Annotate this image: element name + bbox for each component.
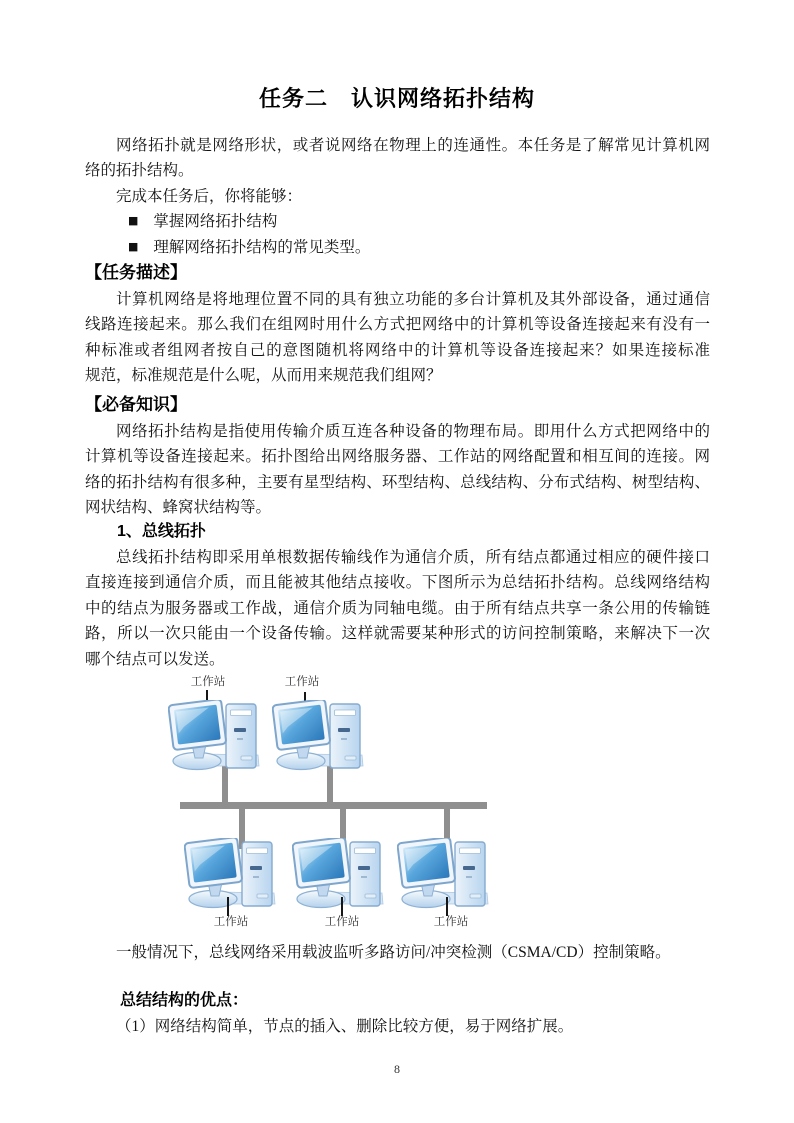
knowledge-line: 网络拓扑结构是指使用传输介质互连各种设备的物理布局。即用什么方式把网络中的 bbox=[116, 423, 710, 440]
node-label: 工作站 bbox=[433, 916, 469, 928]
bus-line: 路，所以一次只能由一个设备传输。这样就需要某种形式的访问控制策略，来解决下一次 bbox=[85, 625, 710, 642]
node-label: 工作站 bbox=[190, 676, 226, 688]
intro-line: 络的拓扑结构。 bbox=[85, 162, 194, 179]
list-item-text: 掌握网络拓扑结构 bbox=[153, 213, 278, 230]
task-line: 种标准或者组网者按自己的意图随机将网络中的计算机等设备连接起来？如果连接标准 bbox=[85, 342, 710, 359]
bus-backbone-line bbox=[180, 802, 487, 809]
csma-line: 一般情况下，总线网络采用载波监听多路访问/冲突检测（CSMA/CD）控制策略。 bbox=[116, 944, 671, 961]
subsection-heading-bus: 1、总线拓扑 bbox=[117, 523, 206, 540]
section-heading-knowledge: 【必备知识】 bbox=[85, 395, 187, 414]
task-line: 规范，标准规范是什么呢，从而用来规范我们组网？ bbox=[85, 367, 442, 384]
page-title: 任务二 认识网络拓扑结构 bbox=[258, 86, 535, 111]
node-label: 工作站 bbox=[324, 916, 360, 928]
page-number: 8 bbox=[394, 1062, 400, 1076]
workstation-icon bbox=[397, 838, 489, 910]
list-item-text: 理解网络拓扑结构的常见类型。 bbox=[153, 239, 371, 256]
label-pointer-line bbox=[446, 897, 448, 916]
node-label: 工作站 bbox=[213, 916, 249, 928]
knowledge-line: 网状结构、蜂窝状结构等。 bbox=[85, 499, 272, 516]
label-pointer-line bbox=[341, 897, 343, 916]
knowledge-line: 计算机等设备连接起来。拓扑图给出网络服务器、工作站的网络配置和相互间的连接。网 bbox=[85, 448, 710, 465]
bus-line: 哪个结点可以发送。 bbox=[85, 651, 225, 668]
goal-lead-line: 完成本任务后，你将能够： bbox=[116, 188, 303, 205]
task-line: 线路连接起来。那么我们在组网时用什么方式把网络中的计算机等设备连接起来有没有一 bbox=[85, 316, 710, 333]
label-pointer-line bbox=[227, 897, 229, 916]
square-bullet-icon: ■ bbox=[128, 214, 139, 227]
workstation-icon bbox=[292, 838, 384, 910]
bus-line: 中的结点为服务器或工作战，通信介质为同轴电缆。由于所有结点共享一条公用的传输链 bbox=[85, 600, 710, 617]
workstation-icon bbox=[184, 838, 276, 910]
square-bullet-icon: ■ bbox=[128, 240, 139, 253]
bus-line: 直接连接到通信介质，而且能被其他结点接收。下图所示为总结拓扑结构。总线网络结构 bbox=[85, 574, 710, 591]
knowledge-line: 络的拓扑结构有很多种，主要有星型结构、环型结构、总线结构、分布式结构、树型结构、 bbox=[85, 474, 710, 491]
advantage-item: （1）网络结构简单，节点的插入、删除比较方便，易于网络扩展。 bbox=[116, 1018, 574, 1035]
bus-line: 总线拓扑结构即采用单根数据传输线作为通信介质，所有结点都通过相应的硬件接口 bbox=[116, 549, 710, 566]
workstation-icon bbox=[168, 700, 260, 772]
task-line: 计算机网络是将地理位置不同的具有独立功能的多台计算机及其外部设备，通过通信 bbox=[116, 291, 710, 308]
node-label: 工作站 bbox=[284, 676, 320, 688]
advantages-heading: 总结结构的优点： bbox=[120, 992, 249, 1009]
section-heading-task: 【任务描述】 bbox=[85, 263, 187, 282]
intro-line: 网络拓扑就是网络形状，或者说网络在物理上的连通性。本任务是了解常见计算机网 bbox=[116, 137, 710, 154]
workstation-icon bbox=[272, 700, 364, 772]
